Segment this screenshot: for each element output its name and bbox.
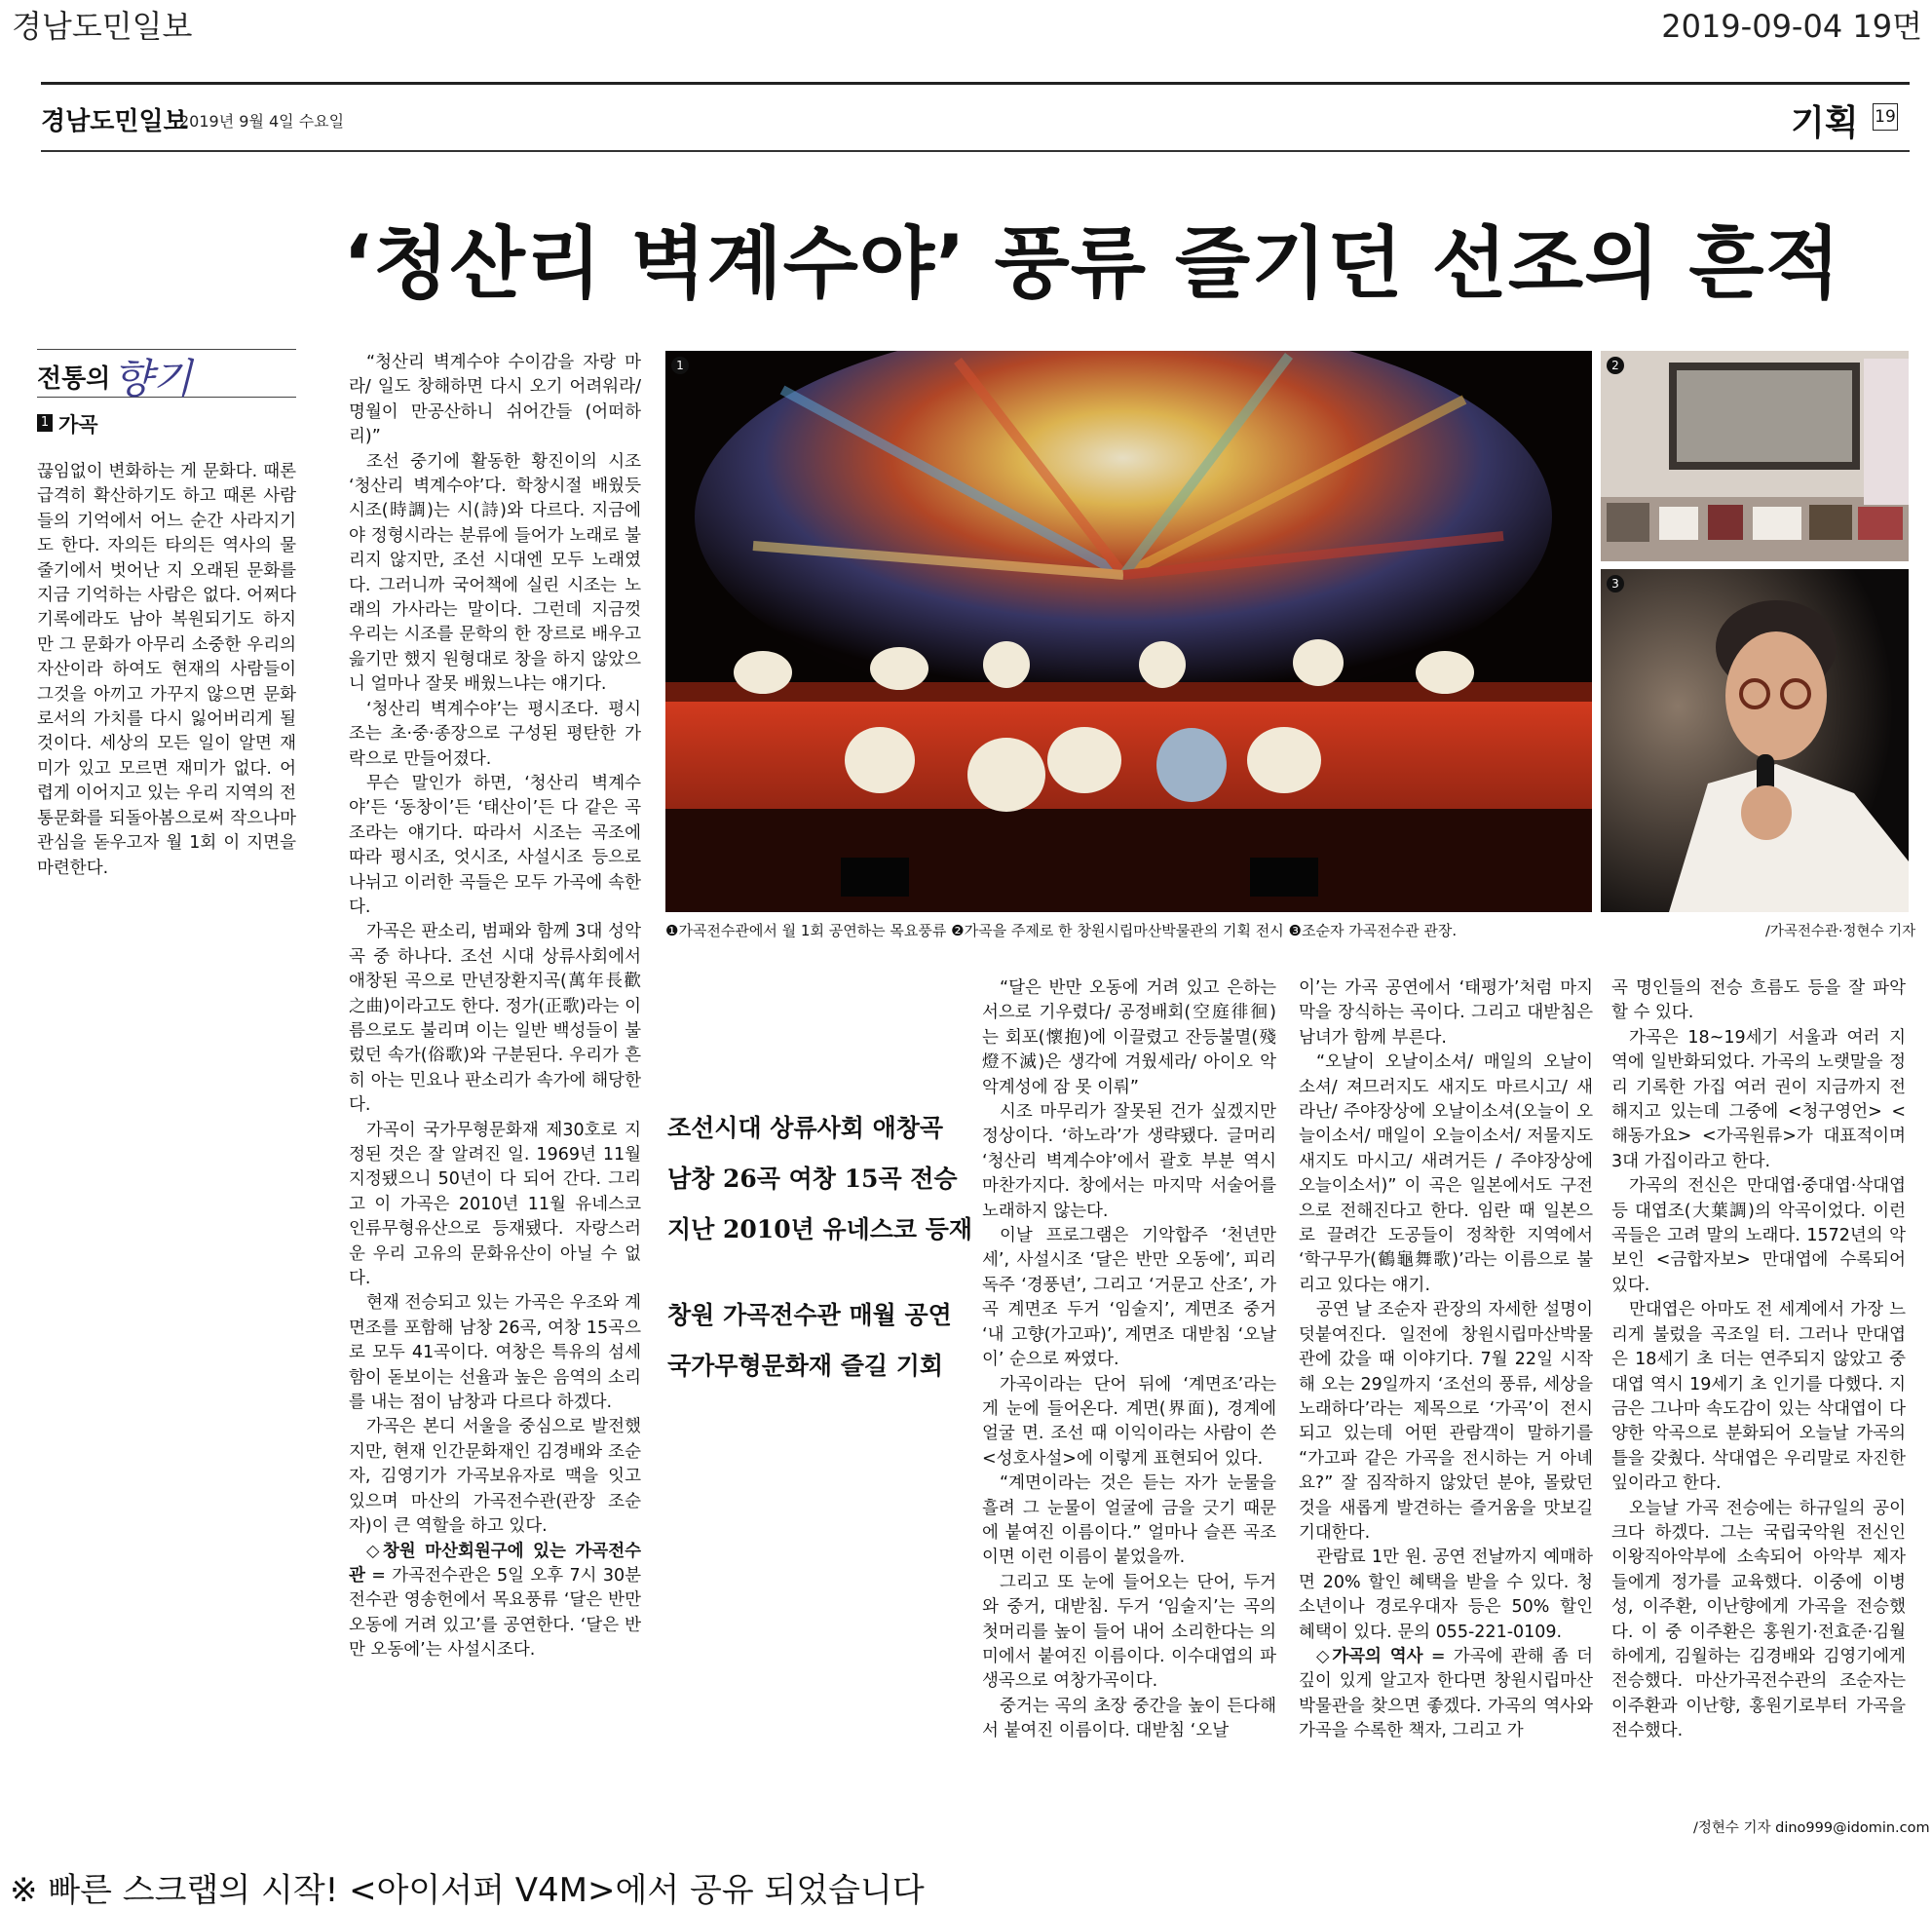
headline: ‘청산리 벽계수야’ 풍류 즐기던 선조의 흔적 <box>343 218 1841 309</box>
performance-image <box>665 351 1592 912</box>
paragraph: 가곡은 18~19세기 서울과 여러 지역에 일반화되었다. 가곡의 노랫말을 정리 기록한 가집 여러 권이 지금까지 전해지고 있는데 그중에 <청구영언> <해동가요> <가곡원류>가 대표적이며 3대 가집이라고 한다. <box>1611 1027 1906 1171</box>
subhead: 지난 2010년 유네스코 등재 <box>667 1215 973 1243</box>
paragraph-text: = 가곡전수관은 5일 오후 7시 30분 전수관 영송헌에서 목요풍류 ‘달은 반만 오동에 거려 있고’를 공연한다. ‘달은 반만 오동에’는 사설시조다. <box>349 1565 641 1661</box>
photo-caption: ❶가곡전수관에서 월 1회 공연하는 목요풍류 ❷가곡을 주제로 한 창원시립마산박물관의 기획 전시 ❸조순자 가곡전수관 관장. <box>665 922 1458 939</box>
column-4 <box>982 976 1276 1744</box>
paragraph: 관람료 1만 원. 공연 전날까지 예매하면 20% 할인 혜택을 받을 수 있다. 청소년이나 경로우대자 등은 50% 할인 혜택이 있다. 문의 055-221-0109. <box>1299 1548 1593 1642</box>
photo-number: 3 <box>1607 575 1624 592</box>
masthead: 경남도민일보 <box>41 107 188 136</box>
scrap-datetime: 2019-09-04 19면 <box>1661 8 1922 45</box>
column-2 <box>349 351 641 1663</box>
photo-portrait <box>1601 569 1909 912</box>
paragraph: “오날이 오날이소셔/ 매일의 오날이소셔/ 져므러지도 새지도 마르시고/ 새라난/ 주야장상에 오날이소셔(오늘이 오늘이소서/ 매일이 오늘이소서/ 저물지도 새지도 마시고/ 새려거든 / 주야장상에 오늘이소서)” 이 곡은 일본에서도 구전으로 전해진다고 한다. 임란 때 일본으로 끌려간 도공들이 정착한 지역에서 ‘학구무가(鶴龜舞歌)’라는 이름으로 불리고 있다는 얘기. <box>1299 1052 1593 1295</box>
subhead: 조선시대 상류사회 애창곡 <box>667 1114 944 1142</box>
paragraph: “청산리 벽계수야 수이감을 자랑 마라/ 일도 창해하면 다시 오기 어려워라/ 명월이 만공산하니 쉬어간들 (어떠하리)” <box>349 353 641 447</box>
paragraph-text: = 가곡에 관해 좀 더 깊이 있게 알고자 한다면 창원시립마산박물관을 찾으면 좋겠다. 가곡의 역사와 가곡을 수록한 책자, 그리고 가 <box>1299 1646 1594 1741</box>
paragraph: 중거는 곡의 초장 중간을 높이 든다해서 붙여진 이름이다. 대받침 ‘오날 <box>982 1696 1276 1741</box>
topic-title: 가곡 <box>58 413 98 437</box>
photo-credit: /가곡전수관·정현수 기자 <box>1765 924 1916 939</box>
paragraph: 만대엽은 아마도 전 세계에서 가장 느리게 불렀을 곡조일 터. 그러나 만대엽은 18세기 초 더는 연주되지 않았고 중대엽 역시 19세기 초 인기를 다했다. 지금은 그나마 속도감이 있는 삭대엽이 다양한 악곡으로 분화되어 오늘날 가곡의 틀을 갖췄다. 삭대엽은 우리말로 자진한잎이라고 한다. <box>1611 1300 1906 1494</box>
scrap-footer: ※ 빠른 스크랩의 시작! <아이서퍼 V4M>에서 공유 되었습니다 <box>10 1871 925 1910</box>
paragraph: 가곡은 판소리, 범패와 함께 3대 성악곡 중 하나다. 조선 시대 상류사회에서 애창된 곡으로 만년장환지곡(萬年長歡之曲)이라고도 한다. 정가(正歌)라는 이름으로도 불리며 이는 일반 백성들이 불렀던 속가(俗歌)와 구분된다. 우리가 흔히 아는 민요나 판소리가 속가에 해당한다. <box>349 922 641 1116</box>
paragraph: 무슨 말인가 하면, ‘청산리 벽계수야’든 ‘동창이’든 ‘태산이’든 다 같은 곡조라는 얘기다. 따라서 시조는 곡조에 따라 평시조, 엇시조, 사설시조 등으로 나뉘고 이러한 곡들은 모두 가곡에 속한다. <box>349 773 641 917</box>
topic-number: 1 <box>37 414 53 432</box>
paragraph: 오늘날 가곡 전승에는 하규일의 공이 크다 하겠다. 그는 국립국악원 전신인 이왕직아악부에 소속되어 아악부 제자들에게 정가를 교육했다. 이중에 이병성, 이주환, 이난향에게 가곡을 전승했다. 이 중 이주환은 홍원기·전효준·김월하에게, 김월하는 김경배와 김영기에게 전승했다. 마산가곡전수관의 조순자는 이주환과 이난향, 홍원기로부터 가곡을 전수했다. <box>1611 1498 1906 1741</box>
photo-number: 1 <box>671 357 689 374</box>
paragraph: 공연 날 조순자 관장의 자세한 설명이 덧붙여진다. 일전에 창원시립마산박물관에 갔을 때 이야기다. 7월 22일 시작해 오는 29일까지 ‘조선의 풍류, 세상을 노래하다’라는 제목으로 ‘가곡’이 전시되고 있는데 어떤 관람객이 말하기를 “가고파 같은 가곡을 전시하는 거 아녜요?” 잘 짐작하지 않았던 분야, 몰랐던 것을 새롭게 발견하는 즐거움을 맛보길 기대한다. <box>1299 1300 1593 1543</box>
column-intro <box>37 460 296 881</box>
subhead: 창원 가곡전수관 매월 공연 <box>667 1301 952 1329</box>
paragraph: 그리고 또 눈에 들어오는 단어, 두거와 중거, 대받침. 두거 ‘임술지’는 곡의 첫머리를 높이 들어 내어 소리한다는 의미에서 붙여진 이름이다. 이수대엽의 파생곡으로 여창가곡이다. <box>982 1572 1276 1692</box>
subhead: 국가무형문화재 즐길 기회 <box>667 1352 944 1380</box>
subtitle-bold: ◇가곡의 역사 <box>1316 1646 1423 1666</box>
paragraph: ‘청산리 벽계수야’는 평시조다. 평시조는 초·중·종장으로 구성된 평탄한 가락으로 만들어졌다. <box>349 699 641 769</box>
paragraph: 가곡이라는 단어 뒤에 ‘계면조’라는 게 눈에 들어온다. 계면(界面), 경계에 얼굴 면. 조선 때 이익이라는 사람이 쓴 <성호사설>에 이렇게 표현되어 있다. <box>982 1374 1276 1469</box>
subtitle-bold: ◇창원 마산회원구에 있는 가곡전수관 <box>349 1541 641 1586</box>
subhead: 남창 26곡 여창 15곡 전승 <box>667 1165 958 1193</box>
photo-performance <box>665 351 1592 912</box>
photo-number: 2 <box>1607 357 1624 374</box>
header-rule <box>41 82 1910 85</box>
scrap-source: 경남도민일보 <box>12 8 193 45</box>
paragraph: 가곡의 전신은 만대엽·중대엽·삭대엽 등 대엽조(大葉調)의 악곡이었다. 이런 곡들은 고려 말의 노래다. 1572년의 악보인 <금합자보> 만대엽에 수록되어 있다. <box>1611 1176 1906 1295</box>
header-rule-bottom <box>41 150 1910 152</box>
column-5 <box>1299 976 1593 1744</box>
paragraph: 조선 중기에 활동한 황진이의 시조 ‘청산리 벽계수야’다. 학창시절 배웠듯 시조(時調)는 시(詩)와 다르다. 지금에야 정형시라는 분류에 들어가 노래로 불리지 않지만, 조선 시대엔 모두 노래였다. 그러니까 국어책에 실린 시조는 노래의 가사라는 말이다. 그런데 지금껏 우리는 시조를 문학의 한 장르로 배우고 읊기만 했지 원형대로 창을 하지 않았으니 얼마나 잘못 배웠느냐는 얘기다. <box>349 451 641 695</box>
intro-paragraph: 끊임없이 변화하는 게 문화다. 때론 급격히 확산하기도 하고 때론 사람들의 기억에서 어느 순간 사라지기도 한다. 자의든 타의든 역사의 물줄기에서 벗어난 지 오래된 문화를 지금 기억하는 사람은 없다. 어쩌다 기록에라도 남아 복원되기도 하지만 그 문화가 아무리 소중한 우리의 자산이라 하여도 현재의 사람들이 그것을 아끼고 가꾸지 않으면 문화로서의 가치를 다시 잃어버리게 될 것이다. 세상의 모든 일이 알면 재미가 있고 모르면 재미가 없다. 어렵게 이어지고 있는 우리 지역의 전통문화를 되돌아봄으로써 작으나마 관심을 돋우고자 월 1회 이 지면을 마련한다. <box>37 462 296 878</box>
paragraph: 가곡이 국가무형문화재 제30호로 지정된 것은 잘 알려진 일. 1969년 11월 지정됐으니 50년이 다 되어 간다. 그리고 이 가곡은 2010년 11월 유네스코 인류무형유산으로 등재됐다. 자랑스러운 우리 고유의 문화유산이 아닐 수 없다. <box>349 1120 641 1289</box>
section-label: 기획 <box>1791 103 1859 143</box>
paragraph <box>349 1540 641 1663</box>
paragraph: 현재 전승되고 있는 가곡은 우조와 계면조를 포함해 남창 26곡, 여창 15곡으로 모두 41곡이다. 여창은 특유의 섬세함이 돋보이는 선율과 높은 음역의 소리를 내는 점이 남창과 다르다 하겠다. <box>349 1293 641 1413</box>
paragraph: 이’는 가곡 공연에서 ‘태평가’처럼 마지막을 장식하는 곡이다. 그리고 대받침은 남녀가 함께 부른다. <box>1299 978 1593 1048</box>
paragraph: 가곡은 본디 서울을 중심으로 발전했지만, 현재 인간문화재인 김경배와 조순자, 김영기가 가곡보유자로 맥을 잇고 있으며 마산의 가곡전수관(관장 조순자)이 큰 역할을 하고 있다. <box>349 1417 641 1537</box>
series-label: 전통의 <box>37 364 111 394</box>
portrait-image <box>1601 569 1909 912</box>
reporter-byline: /정현수 기자 dino999@idomin.com <box>1693 1820 1930 1836</box>
paragraph <box>1299 1645 1593 1744</box>
series-label-script: 향기 <box>113 355 193 402</box>
exhibition-image <box>1601 351 1909 561</box>
column-6 <box>1611 976 1906 1744</box>
paragraph: 곡 명인들의 전승 흐름도 등을 잘 파악할 수 있다. <box>1611 978 1906 1023</box>
paragraph: “달은 반만 오동에 거려 있고 은하는 서으로 기우렸다/ 공정배회(空庭徘徊)는 회포(懷抱)에 이끌렸고 잔등불멸(殘燈不滅)은 생각에 겨웠세라/ 아이오 악악계성에 잠 못 이뤄” <box>982 978 1276 1097</box>
photo-exhibition <box>1601 351 1909 561</box>
page-number: 19 <box>1873 103 1898 131</box>
issue-date: 2019년 9월 4일 수요일 <box>179 112 345 131</box>
paragraph: 이날 프로그램은 기악합주 ‘천년만세’, 사설시조 ‘달은 반만 오동에’, 피리 독주 ‘경풍년’, 그리고 ‘거문고 산조’, 가곡 계면조 두거 ‘임술지’, 계면조 중거 ‘내 고향(가고파)’, 계면조 대받침 ‘오날이’ 순으로 짜였다. <box>982 1226 1276 1370</box>
paragraph: 시조 마무리가 잘못된 건가 싶겠지만 정상이다. ‘하노라’가 생략됐다. 글머리 ‘청산리 벽계수야’에서 괄호 부분 역시 마찬가지다. 창에서는 마지막 서술어를 노래하지 않는다. <box>982 1102 1276 1221</box>
paragraph: “계면이라는 것은 듣는 자가 눈물을 흘려 그 눈물이 얼굴에 금을 긋기 때문에 붙여진 이름이다.” 얼마나 슬픈 곡조이면 이런 이름이 붙었을까. <box>982 1473 1276 1568</box>
